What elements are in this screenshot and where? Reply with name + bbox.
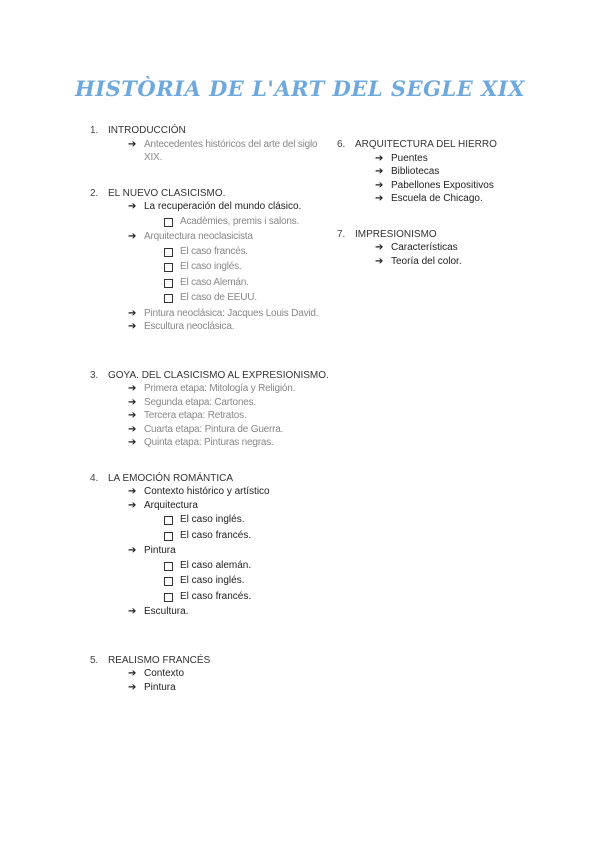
outline-right-column — [337, 138, 537, 268]
checkbox-list-item — [90, 215, 330, 230]
list-item-text: El caso de EEUU. — [180, 292, 257, 303]
list-item-text: El caso inglés. — [180, 575, 245, 586]
checkbox-list-item — [90, 291, 330, 306]
outline-left-column — [90, 124, 330, 694]
list-item-text: Pabellones Expositivos — [391, 179, 494, 191]
arrow-bullet-icon: ➔ — [375, 193, 384, 204]
arrow-list-item — [90, 544, 330, 558]
list-item-text: Pintura — [144, 545, 176, 556]
checkbox-icon — [164, 577, 173, 586]
arrow-list-item — [90, 485, 330, 499]
list-item-text: Pintura neoclásica: Jacques Louis David. — [144, 307, 319, 319]
arrow-bullet-icon: ➔ — [128, 321, 137, 332]
section-title: INTRODUCCIÓN — [108, 125, 186, 136]
section-number: 5. — [90, 654, 99, 666]
list-item-text: Segunda etapa: Cartones. — [144, 396, 256, 408]
arrow-list-item — [90, 681, 330, 695]
checkbox-icon — [164, 279, 173, 288]
section-heading — [337, 138, 537, 152]
checkbox-icon — [164, 516, 173, 525]
arrow-bullet-icon: ➔ — [128, 606, 137, 617]
section-title: GOYA. DEL CLASICISMO AL EXPRESIONISMO. — [108, 369, 329, 381]
list-item-text: Quinta etapa: Pinturas negras. — [144, 437, 274, 448]
list-item-text: Arquitectura — [144, 499, 198, 511]
arrow-list-item — [90, 409, 330, 423]
checkbox-icon — [164, 218, 173, 227]
arrow-list-item — [90, 138, 330, 165]
section-heading — [90, 654, 330, 668]
checkbox-list-item — [90, 529, 330, 544]
list-item-text: Pintura — [144, 681, 176, 693]
arrow-list-item — [337, 255, 537, 269]
list-item-text: Cuarta etapa: Pintura de Guerra. — [144, 423, 284, 435]
arrow-list-item — [337, 152, 537, 166]
checkbox-icon — [164, 593, 173, 602]
list-item-text: Primera etapa: Mitología y Religión. — [144, 383, 296, 394]
arrow-list-item — [337, 192, 537, 206]
section-number: 3. — [90, 369, 99, 381]
section-heading — [337, 228, 537, 242]
list-item-text: Tercera etapa: Retratos. — [144, 410, 247, 421]
list-item-text: Bibliotecas — [391, 166, 440, 177]
arrow-list-item — [90, 396, 330, 410]
list-item-text: El caso inglés. — [180, 261, 242, 272]
arrow-list-item — [90, 320, 330, 334]
section-number: 4. — [90, 472, 99, 484]
list-item-text: El caso inglés. — [180, 514, 245, 525]
section-heading — [90, 124, 330, 138]
list-item-text: El caso francés. — [180, 590, 252, 602]
arrow-bullet-icon: ➔ — [128, 138, 137, 150]
list-item-text: Puentes — [391, 152, 428, 164]
list-item-text: Contexto histórico y artístico — [144, 486, 270, 497]
checkbox-list-item — [90, 245, 330, 260]
arrow-list-item — [337, 179, 537, 193]
arrow-list-item — [90, 200, 330, 214]
section-number: 1. — [90, 125, 99, 136]
arrow-bullet-icon: ➔ — [128, 201, 137, 212]
arrow-list-item — [337, 241, 537, 255]
list-item-text: El caso alemán. — [180, 559, 252, 571]
arrow-bullet-icon: ➔ — [375, 255, 384, 267]
section-heading — [90, 187, 330, 201]
section-heading — [90, 369, 330, 383]
arrow-list-item — [90, 499, 330, 513]
arrow-list-item — [90, 667, 330, 681]
arrow-bullet-icon: ➔ — [375, 166, 384, 177]
section-title: ARQUITECTURA DEL HIERRO — [355, 139, 497, 150]
checkbox-list-item — [90, 559, 330, 574]
list-item-text: La recuperación del mundo clásico. — [144, 201, 302, 212]
checkbox-list-item — [90, 590, 330, 605]
arrow-bullet-icon: ➔ — [128, 499, 137, 511]
page-title: HISTÒRIA DE L'ART DEL SEGLE XIX — [74, 76, 526, 101]
checkbox-list-item — [90, 260, 330, 275]
list-item-text: Teoría del color. — [391, 255, 462, 267]
arrow-bullet-icon: ➔ — [128, 545, 137, 556]
arrow-bullet-icon: ➔ — [128, 486, 137, 497]
arrow-bullet-icon: ➔ — [375, 179, 384, 191]
arrow-list-item — [90, 423, 330, 437]
section-title: EL NUEVO CLASICISMO. — [108, 187, 226, 199]
section-heading — [90, 472, 330, 486]
list-item-text: Acadèmies, premis i salons. — [180, 215, 300, 227]
list-item-text: El caso francés. — [180, 245, 248, 257]
outline-section — [90, 124, 330, 165]
list-item-text: Escuela de Chicago. — [391, 193, 483, 204]
arrow-bullet-icon: ➔ — [128, 437, 137, 448]
checkbox-icon — [164, 294, 173, 303]
arrow-bullet-icon: ➔ — [128, 410, 137, 421]
arrow-bullet-icon: ➔ — [128, 396, 137, 408]
arrow-bullet-icon: ➔ — [128, 423, 137, 435]
list-item-text: Características — [391, 242, 458, 253]
section-title: IMPRESIONISMO — [355, 228, 437, 240]
arrow-bullet-icon: ➔ — [128, 668, 137, 679]
checkbox-list-item — [90, 574, 330, 589]
outline-section — [90, 654, 330, 695]
outline-section — [337, 228, 537, 269]
arrow-bullet-icon: ➔ — [128, 231, 137, 242]
arrow-list-item — [90, 382, 330, 396]
section-number: 2. — [90, 187, 99, 199]
list-item-text: El caso Alemán. — [180, 276, 249, 288]
arrow-list-item — [90, 605, 330, 619]
checkbox-icon — [164, 263, 173, 272]
list-item-text: Escultura neoclásica. — [144, 321, 235, 332]
outline-section — [90, 472, 330, 619]
arrow-list-item — [90, 436, 330, 450]
section-number: 7. — [337, 228, 346, 240]
outline-section — [90, 187, 330, 334]
section-number: 6. — [337, 139, 346, 150]
checkbox-icon — [164, 248, 173, 257]
arrow-bullet-icon: ➔ — [375, 242, 384, 253]
outline-section — [337, 138, 537, 206]
list-item-text: Antecedentes históricos del arte del siglo XIX. — [144, 138, 318, 163]
checkbox-icon — [164, 532, 173, 541]
checkbox-list-item — [90, 276, 330, 291]
section-title: REALISMO FRANCÉS — [108, 654, 211, 666]
list-item-text: Contexto — [144, 668, 185, 679]
section-title: LA EMOCIÓN ROMÁNTICA — [108, 472, 234, 484]
arrow-list-item — [337, 165, 537, 179]
arrow-list-item — [90, 307, 330, 321]
checkbox-icon — [164, 562, 173, 571]
arrow-bullet-icon: ➔ — [128, 307, 137, 319]
list-item-text: El caso francés. — [180, 529, 252, 541]
outline-section — [90, 369, 330, 450]
arrow-bullet-icon: ➔ — [128, 383, 137, 394]
arrow-bullet-icon: ➔ — [375, 152, 384, 164]
arrow-list-item — [90, 230, 330, 244]
list-item-text: Arquitectura neoclasicista — [144, 231, 253, 242]
arrow-bullet-icon: ➔ — [128, 681, 137, 693]
checkbox-list-item — [90, 513, 330, 528]
list-item-text: Escultura. — [144, 606, 189, 617]
